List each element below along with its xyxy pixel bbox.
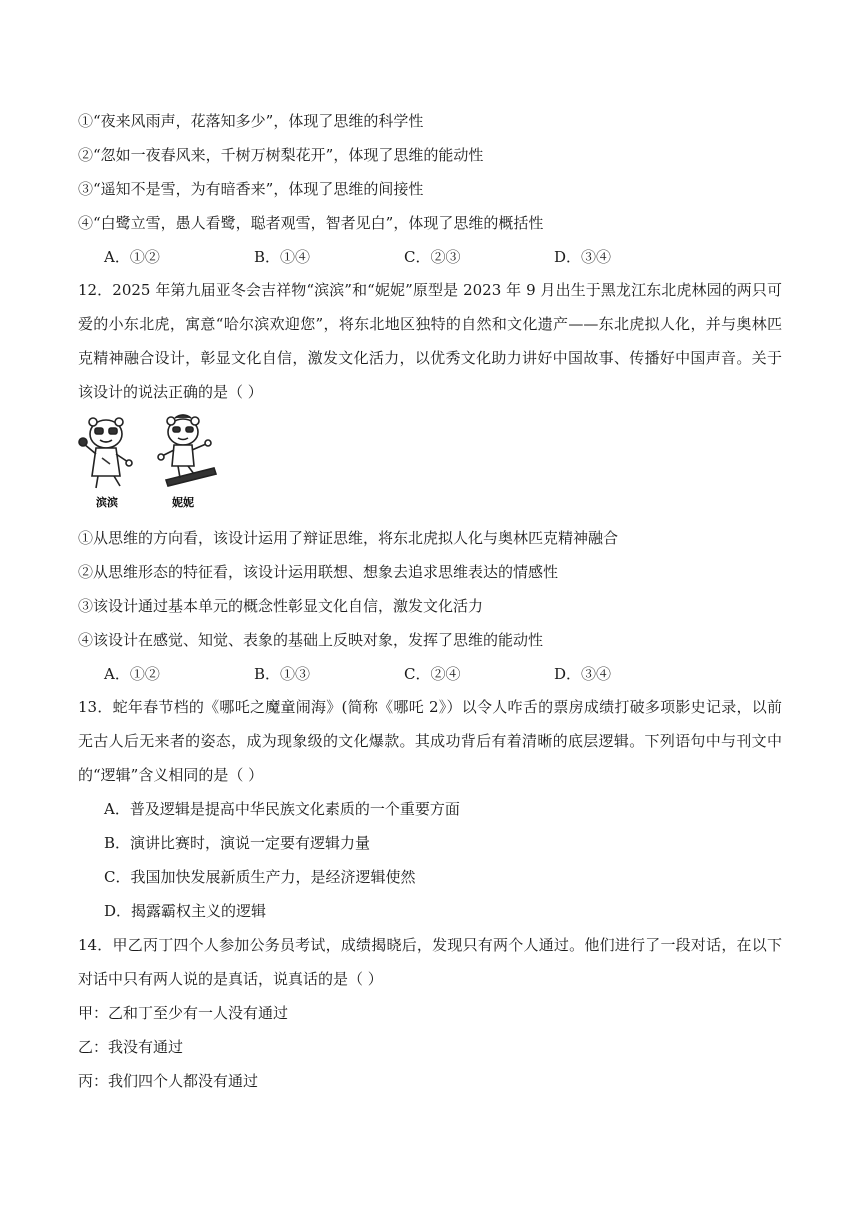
q12-option-a: A．①② xyxy=(104,665,160,683)
q11-statement-2: ②“忽如一夜春风来，千树万树梨花开”，体现了思维的能动性 xyxy=(78,146,484,164)
q11-option-c: C．②③ xyxy=(404,248,461,266)
q13-option-b: B．演讲比赛时，演说一定要有逻辑力量 xyxy=(104,834,371,852)
q14-dialogue-jia: 甲：乙和丁至少有一人没有通过 xyxy=(78,1004,289,1022)
q12-option-c: C．②④ xyxy=(404,665,461,683)
q14-dialogue-yi: 乙：我没有通过 xyxy=(78,1038,184,1056)
q12-stem: 12．2025 年第九届亚冬会吉祥物“滨滨”和“妮妮”原型是 2023 年 9 月出生于黑龙江东北虎林园的两只可爱的小东北虎，寓意“哈尔滨欢迎您”，将东北地区独特的自然和文化遗产——东北虎拟人化，并与奥林匹克精神融合设计，彰显文化自信，激发文化活力，以优秀文化助力讲好中国故事、传播好中国声音。关于该设计的说法正确的是（ ） xyxy=(78,281,782,401)
q11-statement-4: ④“白鹭立雪，愚人看鹭，聪者观雪，智者见白”，体现了思维的概括性 xyxy=(78,214,544,232)
q13-option-c: C．我国加快发展新质生产力，是经济逻辑使然 xyxy=(104,868,416,886)
q12-option-d: D．③④ xyxy=(554,665,612,683)
q12-options xyxy=(104,664,704,684)
q13-stem: 13．蛇年春节档的《哪吒之魔童闹海》(简称《哪吒 2》）以令人咋舌的票房成绩打破多项影史记录，以前无古人后无来者的姿态，成为现象级的文化爆款。其成功背后有着清晰的底层逻辑。下列语句中与刊文中的“逻辑”含义相同的是（ ） xyxy=(78,698,782,784)
q13-option-a: A．普及逻辑是提高中华民族文化素质的一个重要方面 xyxy=(104,800,460,818)
mascot-binbin-figure xyxy=(79,418,132,488)
q12-option-b: B．①③ xyxy=(254,665,311,683)
q14-stem: 14．甲乙丙丁四个人参加公务员考试，成绩揭晓后，发现只有两个人通过。他们进行了一段对话，在以下对话中只有两人说的是真话，说真话的是（ ） xyxy=(78,936,782,988)
q14-dialogue-bing: 丙：我们四个人都没有通过 xyxy=(78,1072,259,1090)
q11-options xyxy=(104,247,704,267)
q11-statement-1: ①“夜来风雨声，花落知多少”，体现了思维的科学性 xyxy=(78,112,424,130)
mascot-label-nini: 妮妮 xyxy=(172,496,194,509)
q11-option-b: B．①④ xyxy=(254,248,311,266)
q12-statement-3: ③该设计通过基本单元的概念性彰显文化自信，激发文化活力 xyxy=(78,597,484,615)
mascot-illustration xyxy=(78,414,228,514)
q12-statement-1: ①从思维的方向看，该设计运用了辩证思维，将东北虎拟人化与奥林匹克精神融合 xyxy=(78,529,619,547)
q13-option-d: D．揭露霸权主义的逻辑 xyxy=(104,902,267,920)
q11-statement-3: ③“遥知不是雪，为有暗香来”，体现了思维的间接性 xyxy=(78,180,424,198)
q11-option-a: A．①② xyxy=(104,248,160,266)
q12-statement-4: ④该设计在感觉、知觉、表象的基础上反映对象，发挥了思维的能动性 xyxy=(78,631,544,649)
q12-statement-2: ②从思维形态的特征看，该设计运用联想、想象去追求思维表达的情感性 xyxy=(78,563,559,581)
mascot-label-binbin: 滨滨 xyxy=(96,496,118,509)
q11-option-d: D．③④ xyxy=(554,248,612,266)
mascot-nini-figure xyxy=(158,415,216,486)
